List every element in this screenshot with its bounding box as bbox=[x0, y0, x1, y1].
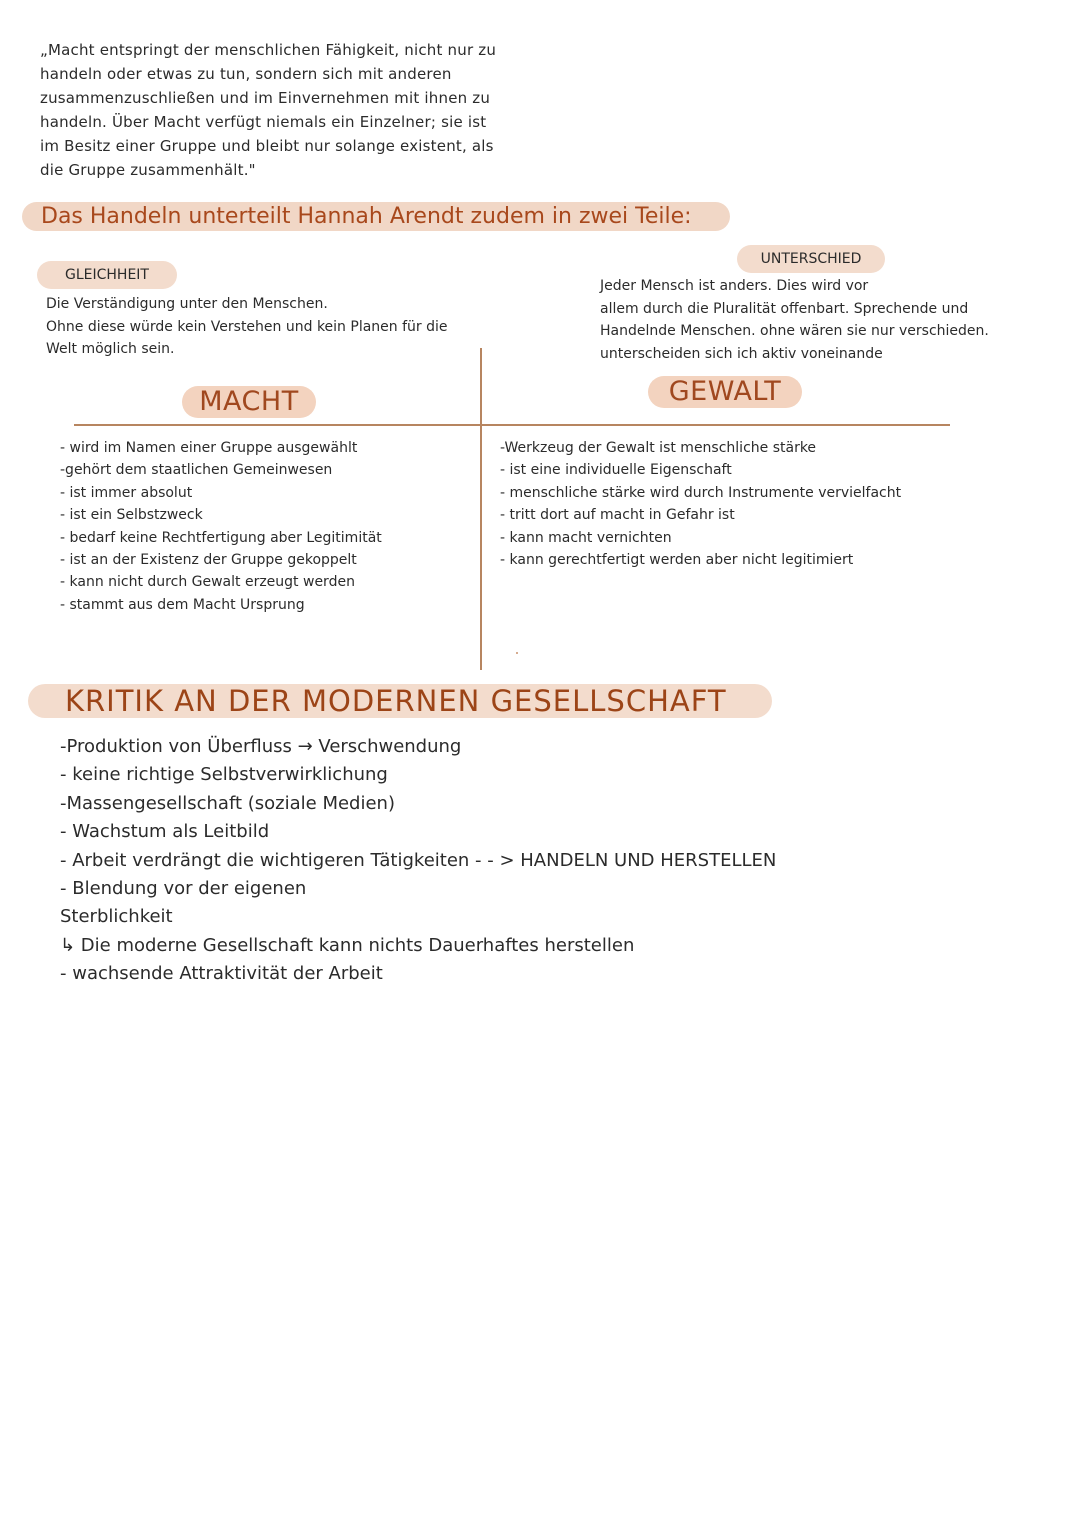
macht-item: - stammt aus dem Macht Ursprung bbox=[60, 596, 305, 613]
kritik-item: Sterblichkeit bbox=[60, 906, 173, 928]
macht-label: MACHT bbox=[182, 386, 316, 418]
arendt-quote bbox=[40, 38, 510, 182]
kritik-item: - Wachstum als Leitbild bbox=[60, 821, 270, 843]
quote-line: die Gruppe zusammenhält." bbox=[40, 161, 256, 179]
unterschied-text bbox=[600, 275, 1020, 365]
macht-item: - wird im Namen einer Gruppe ausgewählt bbox=[60, 440, 358, 456]
gewalt-item: - kann gerechtfertigt werden aber nicht legitimiert bbox=[500, 552, 854, 569]
unterschied-line: unterscheiden sich ich aktiv voneinande bbox=[600, 345, 883, 362]
heading-kritik: KRITIK AN DER MODERNEN GESELLSCHAFT bbox=[65, 684, 727, 718]
quote-line: zusammenzuschließen und im Einvernehmen mit ihnen zu bbox=[40, 89, 491, 107]
heading-handeln-highlight bbox=[22, 202, 730, 231]
unterschied-line: Jeder Mensch ist anders. Dies wird vor bbox=[600, 278, 869, 294]
kritik-list bbox=[60, 733, 776, 989]
gewalt-item: - kann macht vernichten bbox=[500, 529, 672, 546]
unterschied-line: allem durch die Pluralität offenbart. Sprechende und bbox=[600, 300, 969, 317]
gewalt-list bbox=[500, 437, 901, 571]
gleichheit-line: Ohne diese würde kein Verstehen und kein Planen für die bbox=[46, 318, 448, 335]
macht-list bbox=[60, 437, 382, 616]
stray-dot bbox=[516, 652, 518, 654]
kritik-item: - keine richtige Selbstverwirklichung bbox=[60, 764, 388, 786]
gleichheit-label: GLEICHHEIT bbox=[37, 261, 177, 289]
gleichheit-line: Die Verständigung unter den Menschen. bbox=[46, 296, 328, 312]
kritik-item: - Arbeit verdrängt die wichtigeren Tätigkeiten - - > HANDELN UND HERSTELLEN bbox=[60, 849, 777, 871]
macht-item: - ist immer absolut bbox=[60, 484, 193, 501]
quote-line: im Besitz einer Gruppe und bleibt nur solange existent, als bbox=[40, 137, 494, 155]
unterschied-label: UNTERSCHIED bbox=[737, 245, 885, 273]
macht-item: - bedarf keine Rechtfertigung aber Legitimität bbox=[60, 529, 382, 546]
kritik-item: ↳ Die moderne Gesellschaft kann nichts Dauerhaftes herstellen bbox=[60, 934, 635, 956]
gewalt-item: - menschliche stärke wird durch Instrumente vervielfacht bbox=[500, 484, 902, 501]
unterschied-line: Handelnde Menschen. ohne wären sie nur verschieden. bbox=[600, 323, 989, 339]
gleichheit-line: Welt möglich sein. bbox=[46, 341, 175, 357]
kritik-item: -Produktion von Überfluss → Verschwendung bbox=[60, 736, 462, 757]
gewalt-item: - tritt dort auf macht in Gefahr ist bbox=[500, 507, 735, 524]
gewalt-label: GEWALT bbox=[648, 376, 802, 408]
kritik-item: - wachsende Attraktivität der Arbeit bbox=[60, 963, 383, 985]
quote-line: handeln oder etwas zu tun, sondern sich mit anderen bbox=[40, 65, 452, 83]
macht-item: -gehört dem staatlichen Gemeinwesen bbox=[60, 462, 333, 479]
heading-handeln: Das Handeln unterteilt Hannah Arendt zudem in zwei Teile: bbox=[41, 204, 692, 229]
kritik-item: -Massengesellschaft (soziale Medien) bbox=[60, 792, 395, 814]
kritik-item: - Blendung vor der eigenen bbox=[60, 878, 307, 900]
gewalt-item: - ist eine individuelle Eigenschaft bbox=[500, 462, 732, 479]
heading-kritik-highlight bbox=[28, 684, 772, 718]
table-horizontal-divider bbox=[74, 424, 950, 426]
quote-line: „Macht entspringt der menschlichen Fähigkeit, nicht nur zu bbox=[40, 41, 497, 59]
macht-item: - kann nicht durch Gewalt erzeugt werden bbox=[60, 574, 355, 591]
gewalt-item: -Werkzeug der Gewalt ist menschliche stärke bbox=[500, 440, 817, 456]
gleichheit-text bbox=[46, 293, 466, 361]
macht-item: - ist an der Existenz der Gruppe gekoppelt bbox=[60, 552, 357, 569]
table-vertical-divider bbox=[480, 348, 482, 670]
macht-item: - ist ein Selbstzweck bbox=[60, 507, 203, 524]
quote-line: handeln. Über Macht verfügt niemals ein Einzelner; sie ist bbox=[40, 113, 487, 131]
